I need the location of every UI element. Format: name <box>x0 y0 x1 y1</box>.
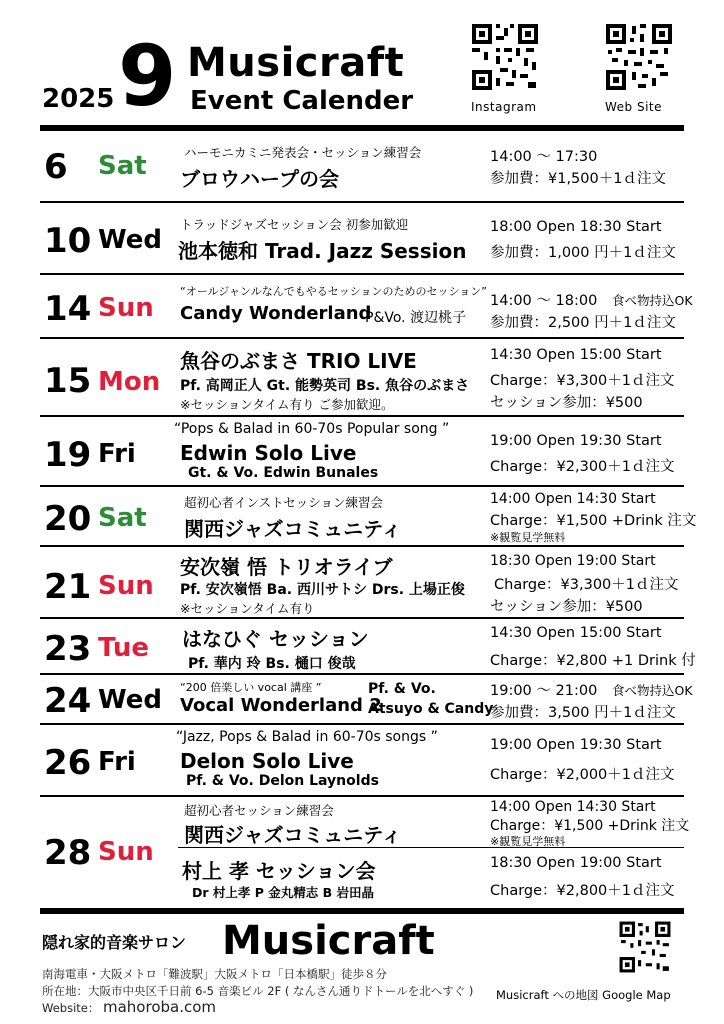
event-title: Edwin Solo Live <box>180 441 357 465</box>
event-fee: 参加費：3,500 円＋1ｄ注文 <box>490 705 676 721</box>
event-subtitle: “Pops & Balad in 60-70s Popular song ” <box>174 421 450 437</box>
sub-event-divider <box>178 847 684 848</box>
event-weekday: Sat <box>98 503 147 533</box>
instagram-qr-code[interactable] <box>470 22 540 92</box>
event-title: ブロウハープの会 <box>180 167 339 191</box>
event-subtitle: “200 倍楽しい vocal 講座 ” <box>180 681 322 694</box>
event-title: 池本徳和 Trad. Jazz Session <box>178 239 467 263</box>
event-time: 14:30 Open 15:00 Start <box>490 625 662 641</box>
event-time-note: 食べ物持込OK <box>612 683 693 698</box>
event-subtitle: 超初心者セッション練習会 <box>184 803 334 818</box>
event-day: 14 <box>44 289 92 329</box>
event-note: ※セッションタイム有り ご参加歓迎。 <box>180 397 394 412</box>
website-link[interactable]: mahoroba.com <box>103 998 217 1016</box>
event-members: Pf. 安次嶺悟 Ba. 西川サトシ Drs. 上場正俊 <box>180 582 465 598</box>
event-time: 14:00 ～ 17:30 <box>490 149 598 165</box>
event-weekday: Wed <box>98 685 162 715</box>
event-session-fee: セッション参加：¥500 <box>490 395 643 411</box>
event-subtitle: 超初心者インストセッション練習会 <box>184 495 384 510</box>
event-time: 14:00 ～ 18:00 <box>490 293 598 309</box>
event-time: 19:00 ～ 21:00 <box>490 683 598 699</box>
event-time: 14:30 Open 15:00 Start <box>490 347 662 363</box>
event-row <box>40 203 684 275</box>
event-row <box>40 547 684 619</box>
bottom-divider <box>40 908 684 914</box>
event-fee: 参加費：¥1,500＋1ｄ注文 <box>490 171 666 187</box>
event-time: 18:30 Open 19:00 Start <box>490 553 656 569</box>
event-time: 19:00 Open 19:30 Start <box>490 433 662 449</box>
event-fee: 参加費：1,000 円＋1ｄ注文 <box>490 245 676 261</box>
event-title: 魚谷のぶまさ TRIO LIVE <box>180 349 417 373</box>
event-weekday: Wed <box>98 225 162 255</box>
event-day: 6 <box>44 147 68 187</box>
header <box>0 0 724 126</box>
event-title: Candy Wonderland <box>180 303 372 324</box>
event-note: ※セッションタイム有り <box>180 601 315 616</box>
event-title: Vocal Wonderland 2 <box>180 695 382 716</box>
event-fee: 参加費：2,500 円＋1ｄ注文 <box>490 315 676 331</box>
event-fee: Charge：¥2,000＋1ｄ注文 <box>490 767 675 783</box>
event-day: 20 <box>44 499 92 539</box>
event-day: 21 <box>44 567 92 607</box>
website-qr-code[interactable] <box>604 22 674 92</box>
event-subtitle: ハーモニカミニ発表会・セッション練習会 <box>184 145 422 160</box>
event-fee: Charge：¥3,300＋1ｄ注文 <box>490 373 675 389</box>
event-weekday: Sun <box>98 571 154 601</box>
event-weekday: Tue <box>98 633 150 663</box>
event-members: Pf. 華内 玲 Bs. 樋口 俊哉 <box>188 656 356 672</box>
event-subtitle: トラッドジャズセッション会 初参加歓迎 <box>180 217 409 232</box>
event-weekday: Fri <box>98 439 136 469</box>
venue-tagline: 隠れ家的音楽サロン <box>42 933 187 952</box>
google-map-qr-code[interactable] <box>618 920 672 974</box>
event-performer: Atsuyo & Candy <box>368 701 494 717</box>
event-time: 18:00 Open 18:30 Start <box>490 219 662 235</box>
event-day: 19 <box>44 435 92 475</box>
event-row <box>40 131 684 203</box>
event-note: ※観覧見学無料 <box>490 835 566 848</box>
event-members-2: Dr 村上孝 P 金丸精志 B 岩田晶 <box>192 885 374 900</box>
event-row <box>40 339 684 417</box>
event-time: 14:00 Open 14:30 Start <box>490 491 656 507</box>
event-fee: Charge：¥2,800 +1 Drink 付 <box>490 653 696 669</box>
website-label: Website： <box>42 1001 100 1015</box>
event-title: 関西ジャズコミュニティ <box>184 823 402 847</box>
map-label: Musicraft への地図 Google Map <box>496 988 671 1002</box>
event-weekday: Mon <box>98 367 161 397</box>
event-time-note: 食べ物持込OK <box>612 293 693 308</box>
event-performer: P&Vo. 渡辺桃子 <box>365 310 467 326</box>
page-title: Musicraft <box>187 40 405 86</box>
website-line <box>42 998 216 1016</box>
event-day: 24 <box>44 681 92 721</box>
event-title: 安次嶺 悟 トリオライブ <box>180 555 393 579</box>
month: 9 <box>118 27 177 125</box>
event-note: ※観覧見学無料 <box>490 531 566 544</box>
event-day: 23 <box>44 629 92 669</box>
event-day: 28 <box>44 833 92 873</box>
event-fee: Charge：¥3,300＋1ｄ注文 <box>494 577 679 593</box>
event-members: Gt. & Vo. Edwin Bunales <box>188 465 379 481</box>
event-fee: Charge：¥2,300＋1ｄ注文 <box>490 459 675 475</box>
event-fee: Charge：¥1,500 +Drink 注文 <box>490 818 690 834</box>
event-row <box>40 675 693 725</box>
event-row <box>40 417 684 487</box>
event-row <box>40 275 693 339</box>
event-performer-role: Pf. & Vo. <box>368 681 436 697</box>
event-time: 19:00 Open 19:30 Start <box>490 737 662 753</box>
event-members: Pf. & Vo. Delon Laynolds <box>186 773 379 789</box>
access-info: 南海電車・大阪メトロ「難波駅」大阪メトロ「日本橋駅」徒歩８分 <box>42 967 387 981</box>
event-title-2: 村上 孝 セッション会 <box>182 859 376 883</box>
address-info: 所在地：大阪市中央区千日前 6-5 音楽ビル 2F ( なんさん通りドトールを北へすぐ ) <box>42 984 474 998</box>
event-weekday: Fri <box>98 747 136 777</box>
event-list <box>40 131 697 906</box>
event-time: 14:00 Open 14:30 Start <box>490 799 656 815</box>
event-row <box>40 725 684 797</box>
event-day: 10 <box>44 221 92 261</box>
event-weekday: Sat <box>98 151 147 181</box>
venue-brand: Musicraft <box>222 918 435 964</box>
event-subtitle: “オールジャンルなんでもやるセッションのためのセッション” <box>180 285 487 298</box>
event-day: 15 <box>44 361 92 401</box>
event-subtitle: “Jazz, Pops & Balad in 60-70s songs ” <box>176 729 438 745</box>
event-fee: Charge：¥1,500 +Drink 注文 <box>490 513 697 529</box>
year: 2025 <box>42 84 115 114</box>
event-title: Delon Solo Live <box>180 749 354 773</box>
event-weekday: Sun <box>98 837 154 867</box>
event-members: Pf. 高岡正人 Gt. 能勢英司 Bs. 魚谷のぶまさ <box>180 378 470 394</box>
event-weekday: Sun <box>98 293 154 323</box>
event-fee-2: Charge：¥2,800＋1ｄ注文 <box>490 883 675 899</box>
event-session-fee: セッション参加：¥500 <box>490 599 643 615</box>
event-day: 26 <box>44 743 92 783</box>
event-title: はなひぐ セッション <box>182 627 369 651</box>
event-row <box>40 797 690 906</box>
instagram-label: Instagram <box>471 100 537 114</box>
event-row <box>40 619 696 675</box>
event-row <box>40 487 697 547</box>
event-time-2: 18:30 Open 19:00 Start <box>490 855 662 871</box>
website-label: Web Site <box>605 100 663 114</box>
event-title: 関西ジャズコミュニティ <box>184 517 402 541</box>
page-subtitle: Event Calender <box>190 86 414 116</box>
